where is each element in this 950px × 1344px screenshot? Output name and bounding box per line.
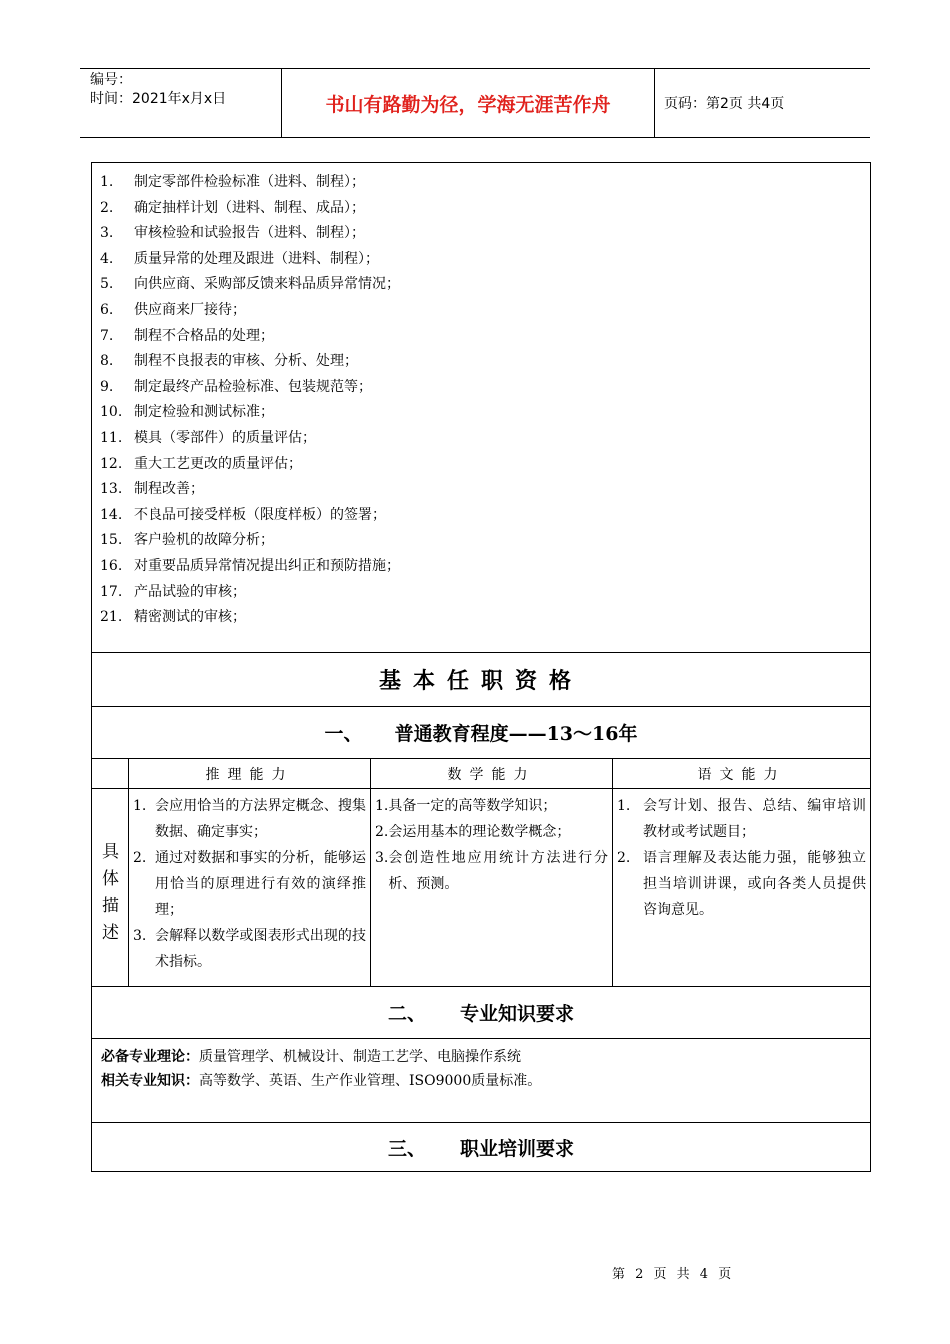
duty-text: 制定零部件检验标准（进料、制程）； (134, 174, 365, 190)
item-text: 具备一定的高等数学知识； (388, 798, 557, 814)
duty-number: 9. (100, 378, 114, 395)
item-text: 会写计划、报告、总结、编审培训教材或考试题目； (643, 798, 866, 840)
duty-text: 供应商来厂接待； (134, 301, 246, 318)
item-text: 会创造性地应用统计方法进行分析、预测。 (388, 850, 608, 892)
duty-number: 14. (100, 506, 123, 523)
duty-number: 4. (100, 250, 114, 267)
reasoning-item (133, 923, 366, 975)
duty-text: 重大工艺更改的质量评估； (134, 455, 302, 472)
duty-item (100, 554, 870, 580)
training-section-heading (92, 1123, 870, 1171)
item-number: 1. (133, 798, 147, 814)
duty-item (100, 324, 870, 350)
specific-description-label: 具 体 描 述 (102, 842, 119, 943)
related-knowledge-value: 高等数学、英语、生产作业管理、ISO9000质量标准。 (199, 1073, 542, 1089)
abilities-body-row (92, 789, 870, 987)
duty-text: 制程不良报表的审核、分析、处理； (134, 353, 358, 370)
duty-item (100, 349, 870, 375)
item-number: 2. (133, 850, 147, 866)
item-text: 语言理解及表达能力强，能够独立担当培训讲课，或向各类人员提供咨询意见。 (643, 850, 866, 918)
duty-number: 7. (100, 327, 114, 344)
section-number: 三、 (387, 1137, 426, 1160)
duty-item (100, 503, 870, 529)
math-header: 数学能力 (371, 759, 613, 788)
reasoning-item (133, 845, 366, 923)
doc-time-label: 时间：2021年x月x日 (90, 91, 227, 107)
duty-number: 3. (100, 225, 114, 242)
job-description-table (91, 162, 871, 1172)
duty-text: 产品试验的审核； (134, 583, 246, 600)
duty-text: 对重要品质异常情况提出纠正和预防措施； (134, 557, 400, 574)
duty-text: 客户验机的故障分析； (134, 532, 274, 549)
section-title: 职业培训要求 (460, 1137, 575, 1160)
duty-text: 制程不合格品的处理； (134, 327, 274, 344)
duty-number: 6. (100, 301, 114, 318)
duty-text: 向供应商、采购部反馈来料品质异常情况； (134, 276, 400, 293)
math-item (375, 793, 608, 819)
item-text: 会运用基本的理论数学概念； (388, 824, 571, 840)
abilities-header-row (92, 759, 870, 789)
duty-number: 12. (100, 455, 123, 472)
item-text: 通过对数据和事实的分析，能够运用恰当的原理进行有效的演绎推理； (155, 850, 366, 918)
doc-info-cell (80, 69, 282, 137)
duty-text: 审核检验和试验报告（进料、制程）； (134, 225, 365, 242)
duty-item (100, 400, 870, 426)
duty-text: 确定抽样计划（进料、制程、成品）； (134, 199, 365, 216)
duty-number: 15. (100, 532, 123, 549)
duty-item (100, 170, 870, 196)
required-theory-label: 必备专业理论： (101, 1049, 199, 1065)
related-knowledge-line (101, 1069, 870, 1093)
item-number: 2. (375, 824, 389, 840)
duty-text: 制程改善； (134, 481, 204, 498)
page-number-label: 页码：第2页 共4页 (664, 96, 785, 112)
duty-text: 制定最终产品检验标准、包装规范等； (134, 378, 372, 395)
duty-item (100, 477, 870, 503)
duty-text: 质量异常的处理及跟进（进料、制程）； (134, 250, 379, 267)
language-list (613, 789, 870, 986)
item-text: 会解释以数学或图表形式出现的技术指标。 (155, 928, 366, 970)
education-section-heading (92, 707, 870, 759)
doc-number-label: 编号： (90, 72, 132, 88)
section-title: 专业知识要求 (460, 1003, 575, 1025)
reasoning-item (133, 793, 366, 845)
duty-number: 5. (100, 276, 114, 293)
motto: 书山有路勤为径，学海无涯苦作舟 (282, 69, 655, 137)
duty-text: 精密测试的审核； (134, 609, 246, 626)
duty-item (100, 375, 870, 401)
duty-number: 2. (100, 199, 114, 216)
math-item (375, 845, 608, 897)
professional-section-heading (92, 987, 870, 1039)
duty-text: 不良品可接受样板（限度样板）的签署； (134, 506, 386, 523)
required-theory-line (101, 1045, 870, 1069)
item-number: 1. (617, 798, 631, 814)
math-list (371, 789, 613, 986)
section-title: 普通教育程度——13～16年 (394, 723, 638, 745)
item-number: 3. (375, 850, 389, 866)
reasoning-list (129, 789, 371, 986)
math-item (375, 819, 608, 845)
item-number: 1. (375, 798, 389, 814)
duty-item (100, 452, 870, 478)
duty-item (100, 196, 870, 222)
language-item (617, 845, 866, 923)
duty-number: 13. (100, 481, 123, 498)
duty-item (100, 580, 870, 606)
duty-item (100, 221, 870, 247)
professional-knowledge-body (92, 1039, 870, 1123)
language-item (617, 793, 866, 845)
duties-list (92, 163, 870, 653)
section-number: 二、 (387, 1003, 426, 1025)
duty-number: 1. (100, 174, 114, 190)
empty-corner-cell (92, 759, 129, 788)
duty-number: 16. (100, 557, 123, 574)
page-header (80, 68, 870, 138)
required-theory-value: 质量管理学、机械设计、制造工艺学、电脑操作系统 (199, 1049, 521, 1065)
duty-item (100, 298, 870, 324)
item-number: 2. (617, 850, 631, 866)
row-label-cell (92, 789, 129, 986)
duty-number: 8. (100, 353, 114, 370)
duty-item (100, 247, 870, 273)
duty-number: 21. (100, 609, 123, 626)
duty-number: 17. (100, 583, 123, 600)
duty-number: 10. (100, 404, 123, 421)
duty-item (100, 605, 870, 631)
related-knowledge-label: 相关专业知识： (101, 1073, 199, 1089)
section-number: 一、 (324, 723, 363, 745)
language-header: 语文能力 (697, 766, 786, 783)
duty-item (100, 272, 870, 298)
duty-text: 制定检验和测试标准； (134, 404, 274, 421)
page-footer: 第 2 页 共 4 页 (612, 1267, 735, 1282)
duty-text: 模具（零部件）的质量评估； (134, 429, 316, 446)
duty-item (100, 528, 870, 554)
qualification-title: 基本任职资格 (92, 653, 870, 707)
item-number: 3. (133, 928, 147, 944)
duty-number: 11. (100, 429, 123, 446)
reasoning-header: 推理能力 (129, 759, 371, 788)
item-text: 会应用恰当的方法界定概念、搜集数据、确定事实； (155, 798, 366, 840)
duty-item (100, 426, 870, 452)
